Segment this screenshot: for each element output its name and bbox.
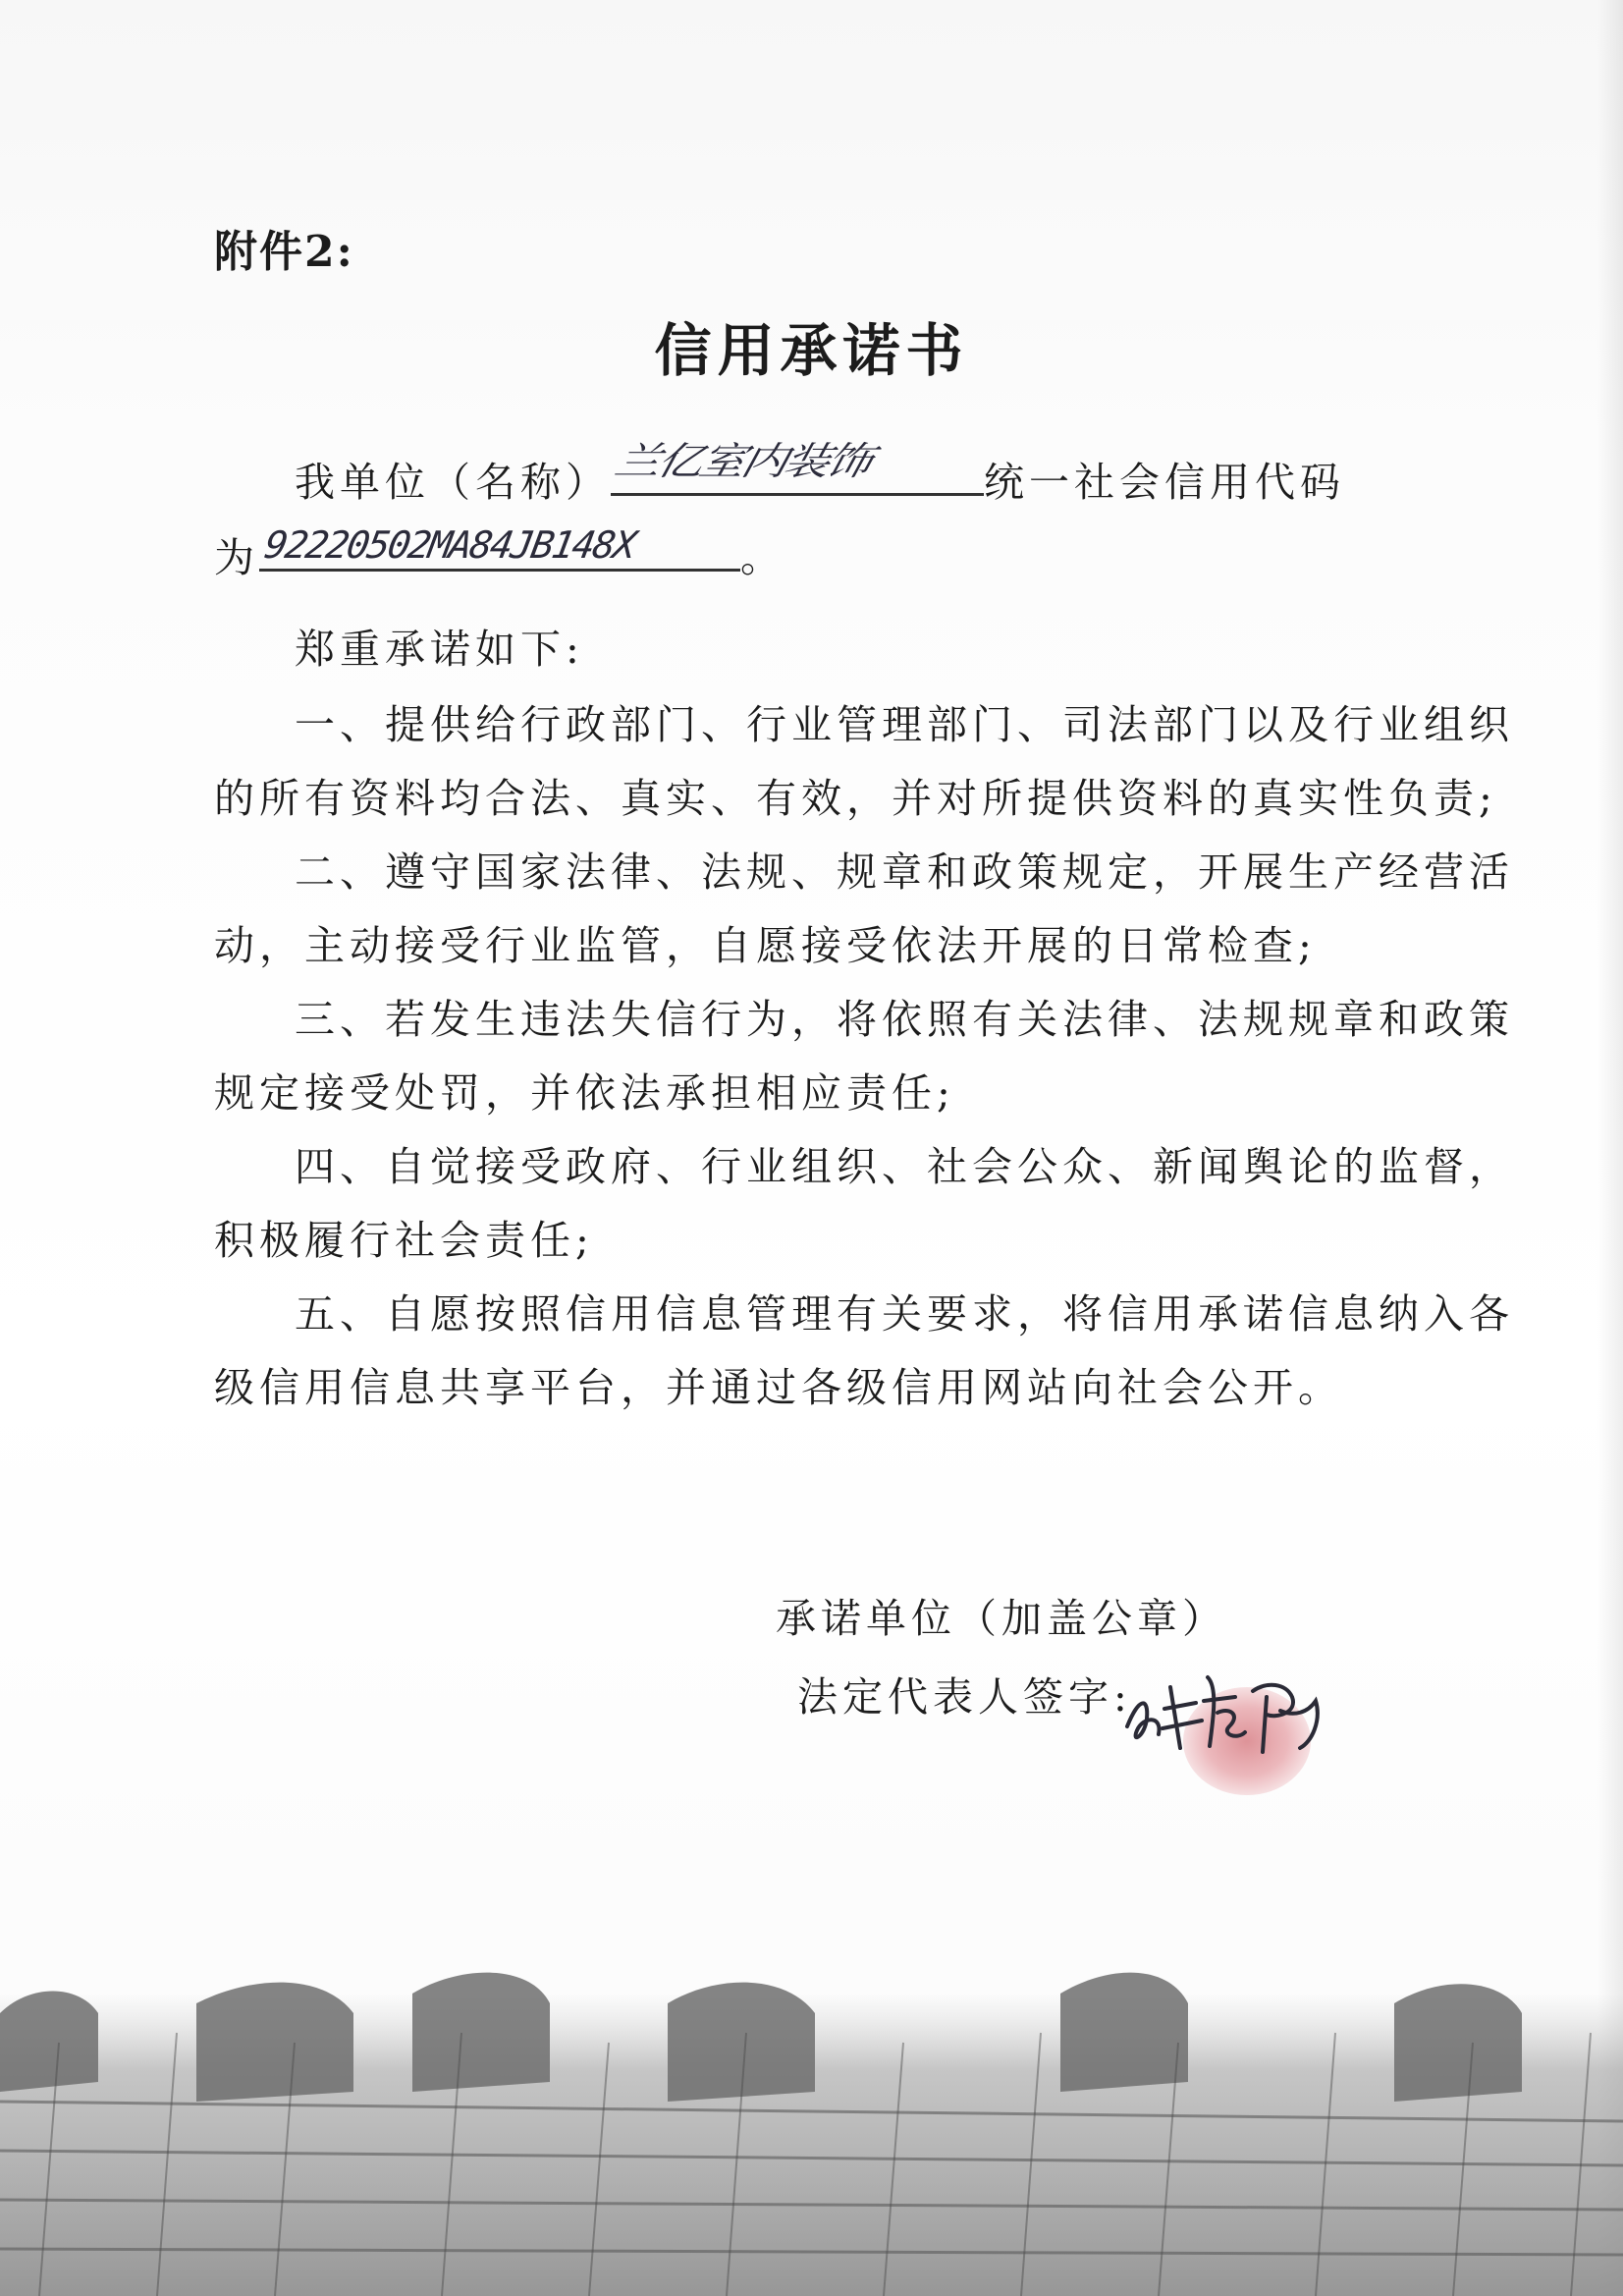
unit-name-blank bbox=[610, 438, 984, 496]
handwritten-signature bbox=[1119, 1658, 1335, 1766]
committing-unit-label: 承诺单位（加盖公章） bbox=[776, 1595, 1227, 1642]
paragraph-3-rest: 规定接受处罚，并依法承担相应责任; bbox=[214, 1069, 955, 1117]
credit-code-line bbox=[214, 525, 785, 583]
paragraph-1-first: 一、提供给行政部门、行业管理部门、司法部门以及行业组织 bbox=[295, 701, 1514, 748]
unit-name-handwritten: 兰亿室内装饰 bbox=[610, 438, 876, 484]
document-title: 信用承诺书 bbox=[654, 317, 969, 384]
paragraph-4-first: 四、自觉接受政府、行业组织、社会公众、新闻舆论的监督， bbox=[295, 1143, 1514, 1190]
paragraph-3-first: 三、若发生违法失信行为，将依照有关法律、法规规章和政策 bbox=[295, 996, 1514, 1043]
code-prefix: 为 bbox=[214, 534, 259, 581]
paragraph-5-rest: 级信用信息共享平台，并通过各级信用网站向社会公开。 bbox=[214, 1364, 1343, 1411]
code-suffix: 。 bbox=[740, 534, 785, 581]
intro-line bbox=[295, 438, 1345, 508]
paragraph-2-rest: 动，主动接受行业监管，自愿接受依法开展的日常检查; bbox=[214, 922, 1317, 969]
intro-suffix: 统一社会信用代码 bbox=[984, 459, 1345, 506]
legal-rep-label: 法定代表人签字: bbox=[797, 1673, 1132, 1721]
paragraph-5-first: 五、自愿按照信用信息管理有关要求，将信用承诺信息纳入各 bbox=[295, 1290, 1514, 1338]
credit-code-handwritten: 92220502MA84JB148X bbox=[261, 523, 638, 567]
intro-prefix: 我单位（名称） bbox=[295, 459, 611, 506]
pledge-intro: 郑重承诺如下: bbox=[295, 626, 584, 673]
attachment-label: 附件2: bbox=[214, 227, 354, 277]
decorative-footer-artwork bbox=[0, 1925, 1623, 2296]
paragraph-2-first: 二、遵守国家法律、法规、规章和政策规定，开展生产经营活 bbox=[295, 848, 1514, 896]
paragraph-1-rest: 的所有资料均合法、真实、有效，并对所提供资料的真实性负责; bbox=[214, 775, 1497, 822]
paragraph-4-rest: 积极履行社会责任; bbox=[214, 1217, 594, 1264]
credit-code-blank bbox=[259, 523, 740, 572]
